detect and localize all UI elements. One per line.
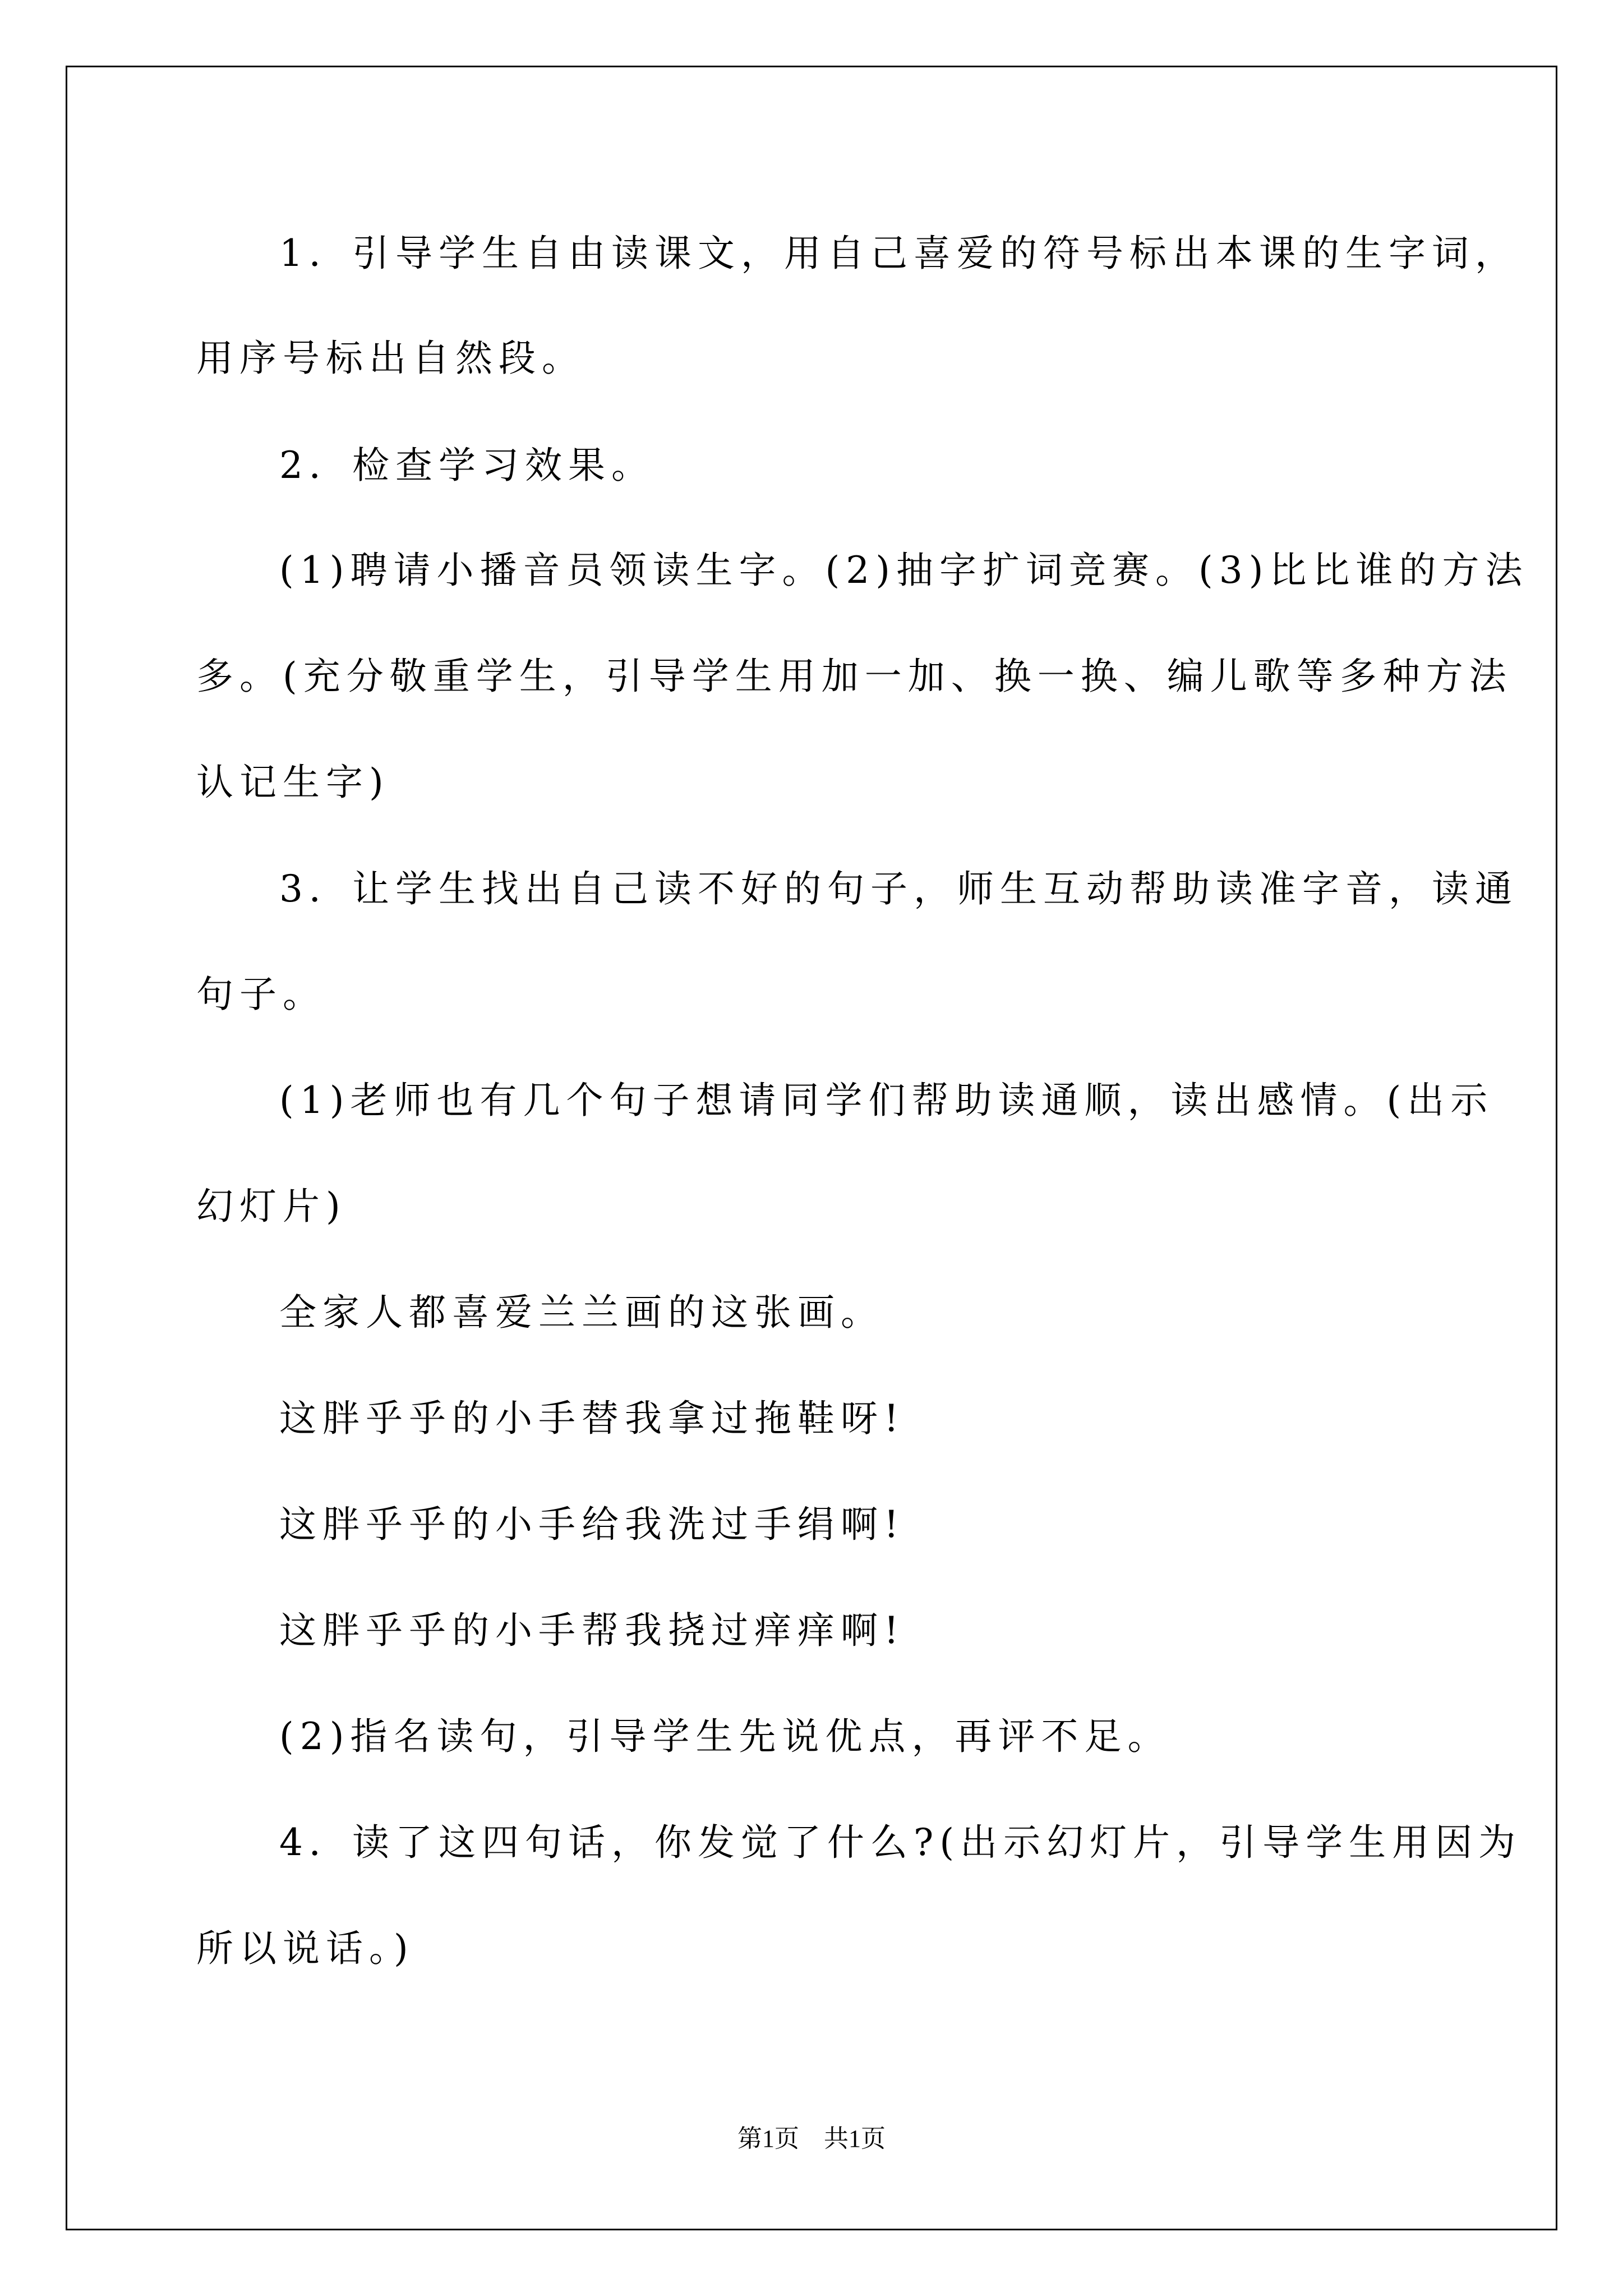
paragraph-line: 这胖乎乎的小手帮我挠过痒痒啊!	[279, 1609, 905, 1652]
paragraph-line: 句子。	[196, 973, 326, 1016]
paragraph-line: 这胖乎乎的小手替我拿过拖鞋呀!	[279, 1397, 905, 1440]
paragraph-line: 这胖乎乎的小手给我洗过手绢啊!	[279, 1503, 905, 1546]
paragraph-line: 认记生字)	[196, 761, 390, 804]
paragraph-line: 2．检查学习效果。	[279, 444, 654, 487]
paragraph-line: 4．读了这四句话，你发觉了什么?(出示幻灯片，引导学生用因为	[279, 1821, 1522, 1864]
paragraph-line: (1)聘请小播音员领读生字。(2)抽字扩词竞赛。(3)比比谁的方法	[279, 549, 1529, 592]
page-number-footer: 第1页 共1页	[737, 2125, 886, 2152]
paragraph-line: 用序号标出自然段。	[196, 337, 585, 380]
paragraph-line: 多。(充分敬重学生，引导学生用加一加、换一换、编儿歌等多种方法	[196, 655, 1513, 698]
paragraph-line: (1)老师也有几个句子想请同学们帮助读通顺，读出感情。(出示	[279, 1079, 1494, 1122]
paragraph-line: 1．引导学生自由读课文，用自己喜爱的符号标出本课的生字词，	[279, 232, 1518, 275]
page-border	[66, 66, 1557, 2230]
paragraph-line: 3．让学生找出自己读不好的句子，师生互动帮助读准字音，读通	[279, 867, 1518, 910]
paragraph-line: 所以说话。)	[196, 1927, 414, 1970]
paragraph-line: 全家人都喜爱兰兰画的这张画。	[279, 1291, 884, 1334]
paragraph-line: (2)指名读句，引导学生先说优点，再评不足。	[279, 1715, 1171, 1758]
paragraph-line: 幻灯片)	[196, 1185, 347, 1228]
